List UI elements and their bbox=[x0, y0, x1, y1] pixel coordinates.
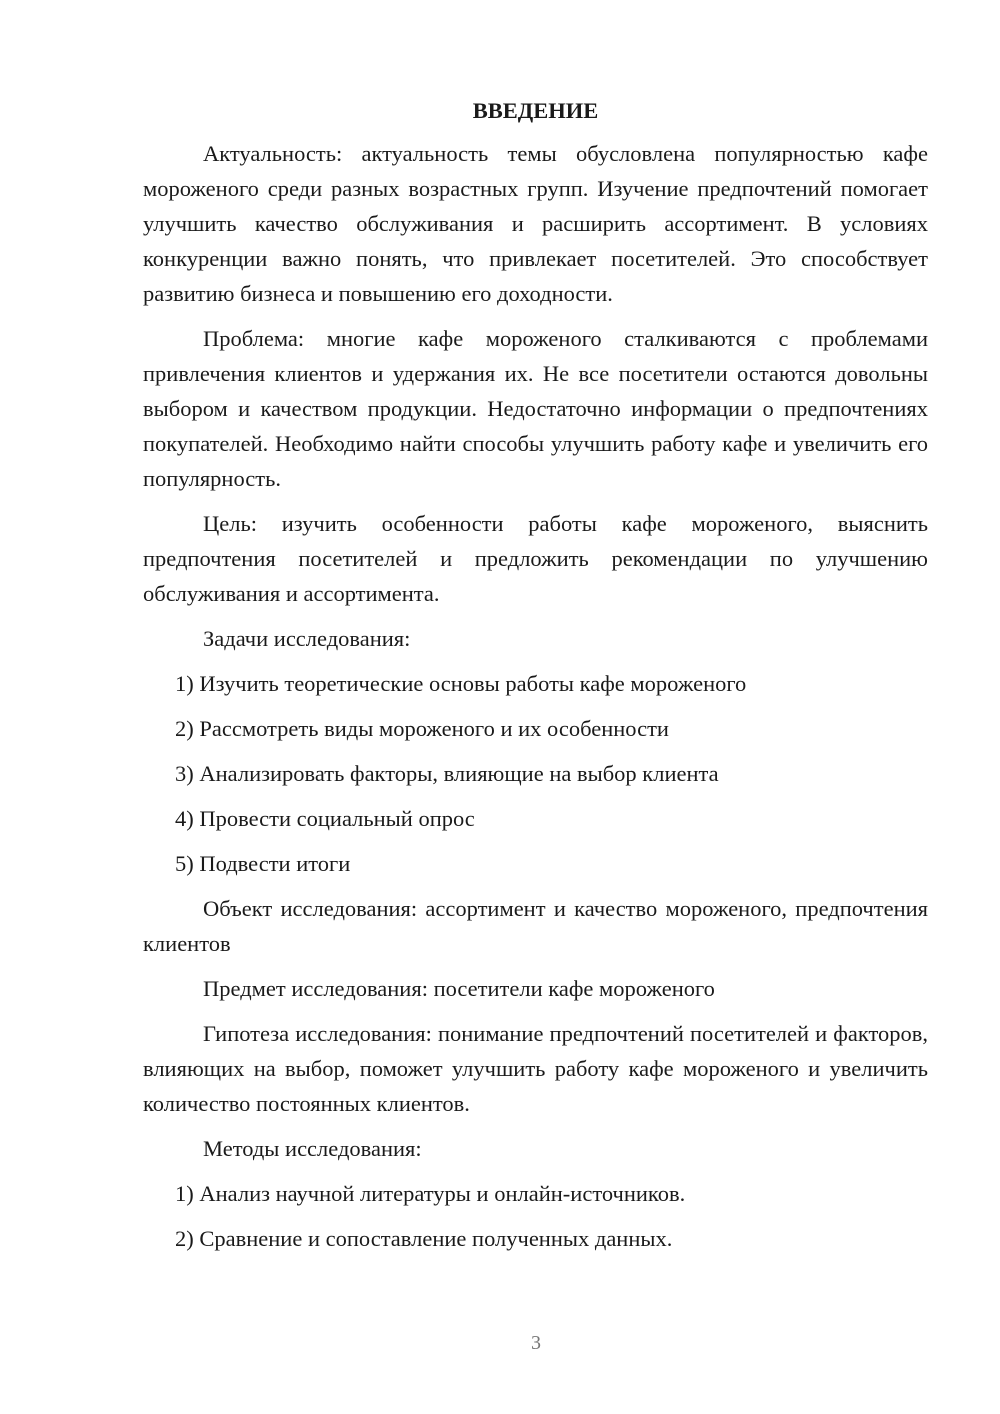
tasks-label: Задачи исследования: bbox=[203, 626, 411, 651]
page-number: 3 bbox=[531, 1332, 541, 1354]
goal-paragraph: Цель: изучить особенности работы кафе мороженого, выяснить предпочтения посетителей и предложить рекомендации по улучшению обслуживания и ассортимента. bbox=[143, 511, 928, 606]
problem-paragraph: Проблема: многие кафе мороженого сталкиваются с проблемами привлечения клиентов и удержания их. Не все посетители остаются довольны выбором и качеством продукции. Недостаточно информации о предпочтениях покупателей. Необходимо найти способы улучшить работу кафе и увеличить его популярность. bbox=[143, 326, 928, 491]
tasks-list bbox=[143, 666, 928, 881]
list-item: 1) Изучить теоретические основы работы кафе мороженого bbox=[175, 671, 747, 696]
methods-label: Методы исследования: bbox=[203, 1136, 422, 1161]
object-paragraph: Объект исследования: ассортимент и качество мороженого, предпочтения клиентов bbox=[143, 896, 928, 956]
list-item: 3) Анализировать факторы, влияющие на выбор клиента bbox=[175, 761, 719, 786]
list-item: 2) Сравнение и сопоставление полученных данных. bbox=[175, 1226, 673, 1251]
document-body bbox=[143, 96, 928, 1266]
subject-paragraph: Предмет исследования: посетители кафе мороженого bbox=[203, 976, 715, 1001]
list-item: 4) Провести социальный опрос bbox=[175, 806, 475, 831]
list-item: 2) Рассмотреть виды мороженого и их особенности bbox=[175, 716, 669, 741]
list-item: 5) Подвести итоги bbox=[175, 851, 351, 876]
list-item: 1) Анализ научной литературы и онлайн-источников. bbox=[175, 1181, 686, 1206]
hypothesis-paragraph: Гипотеза исследования: понимание предпочтений посетителей и факторов, влияющих на выбор, поможет улучшить работу кафе мороженого и увеличить количество постоянных клиентов. bbox=[143, 1021, 928, 1116]
relevance-paragraph: Актуальность: актуальность темы обусловлена популярностью кафе мороженого среди разных возрастных групп. Изучение предпочтений помогает улучшить качество обслуживания и расширить ассортимент. В условиях конкуренции важно понять, что привлекает посетителей. Это способствует развитию бизнеса и повышению его доходности. bbox=[143, 141, 928, 306]
page-title: ВВЕДЕНИЕ bbox=[472, 98, 599, 123]
methods-list bbox=[143, 1176, 928, 1256]
